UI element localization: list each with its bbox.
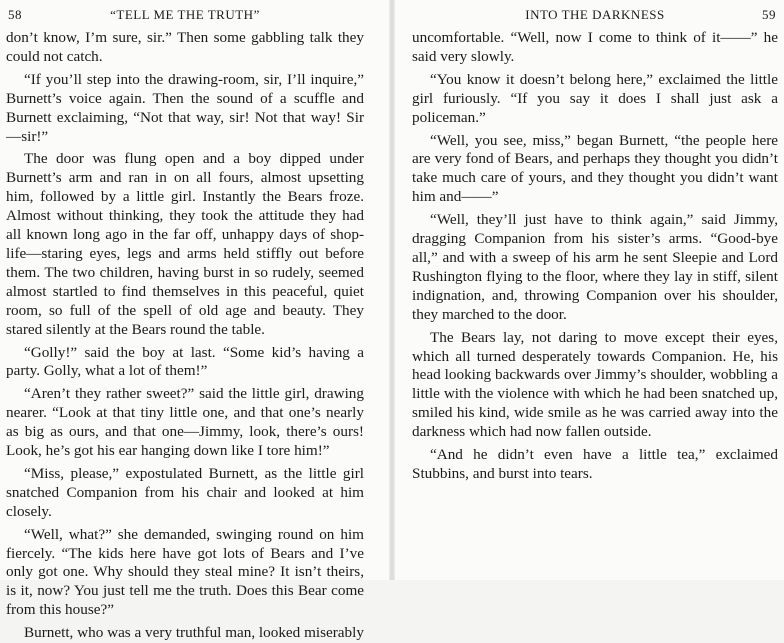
right-page-text — [412, 29, 778, 484]
right-page — [392, 0, 784, 580]
paragraph: “Well, you see, miss,” began Burnett, “the people here are very fond of Bears, and perhaps they thought you didn’t take much care of yours, and they thought you didn’t want him and——” — [412, 131, 778, 206]
paragraph: “You know it doesn’t belong here,” exclaimed the little girl furiously. “If you say it does I shall just ask a policeman.” — [412, 70, 778, 126]
left-page — [0, 0, 392, 642]
page-number: 59 — [762, 7, 776, 22]
paragraph: The Bears lay, not daring to move except their eyes, which all turned desperately towards Companion. He, his head looking backwards over Jimmy’s shoulder, wobbling a little with the violence with which he had been snatched up, smiled his kind, wide smile as he was carried away into the darkness which had now fallen outside. — [412, 328, 778, 441]
left-page-header — [6, 7, 364, 29]
paragraph: “Miss, please,” expostulated Burnett, as the little girl snatched Companion from his chair and looked at him closely. — [6, 464, 364, 520]
page-number: 58 — [8, 7, 22, 22]
left-page-text — [6, 29, 364, 643]
paragraph: “Well, they’ll just have to think again,” said Jimmy, dragging Companion from his sister’s arms. “Good-bye all,” and with a sweep of his arm he sent Sleepie and Lord Rushington flying to the floor, where they lay in stiff, silent indignation, and, throwing Companion over his shoulder, they marched to the door. — [412, 211, 778, 323]
paragraph: Burnett, who was a very truthful man, looked miserably — [24, 624, 364, 642]
paragraph: “Aren’t they rather sweet?” said the little girl, drawing nearer. “Look at that tiny little one, and that one’s nearly as big as ours, and that one—Jimmy, look, there’s ours! Look, he’s got his ear hanging down like I tore him!” — [6, 385, 364, 460]
paragraph: uncomfortable. “Well, now I come to think of it——” he said very slowly. — [412, 29, 778, 65]
paragraph: “Golly!” said the boy at last. “Some kid’s having a party. Golly, what a lot of them!” — [6, 343, 364, 380]
right-page-header — [412, 7, 778, 29]
paragraph: don’t know, I’m sure, sir.” Then some gabbling talk they could not catch. — [6, 29, 364, 65]
paragraph: “Well, what?” she demanded, swinging round on him fiercely. “The kids here have got lots of Bears and I’ve only got one. Why should they steal mine? It isn’t theirs, is it, now? You just tell me the truth. Does this Bear come from this house?” — [6, 525, 364, 619]
paragraph: “If you’ll step into the drawing-room, sir, I’ll inquire,” Burnett’s voice again. Then the sound of a scuffle and Burnett exclaiming, “Not that way, sir! Not that way! Sir—sir!” — [6, 70, 364, 145]
paragraph: The door was flung open and a boy dipped under Burnett’s arm and ran in on all fours, almost upsetting him, followed by a little girl. Instantly the Bears froze. Almost without thinking, they took the attitude they had all known long ago in the far off, unhappy days of shop-life—staring eyes, legs and arms held stiffly out before them. The two children, having burst in so rudely, seemed almost startled to find themselves in this peaceful, quiet room, so full of the spell of old age and beauty. They stared silently at the Bears round the table. — [6, 150, 364, 338]
running-head: INTO THE DARKNESS — [525, 7, 665, 22]
running-head: “TELL ME THE TRUTH” — [110, 7, 260, 22]
paragraph: “And he didn’t even have a little tea,” exclaimed Stubbins, and burst into tears. — [412, 446, 778, 482]
